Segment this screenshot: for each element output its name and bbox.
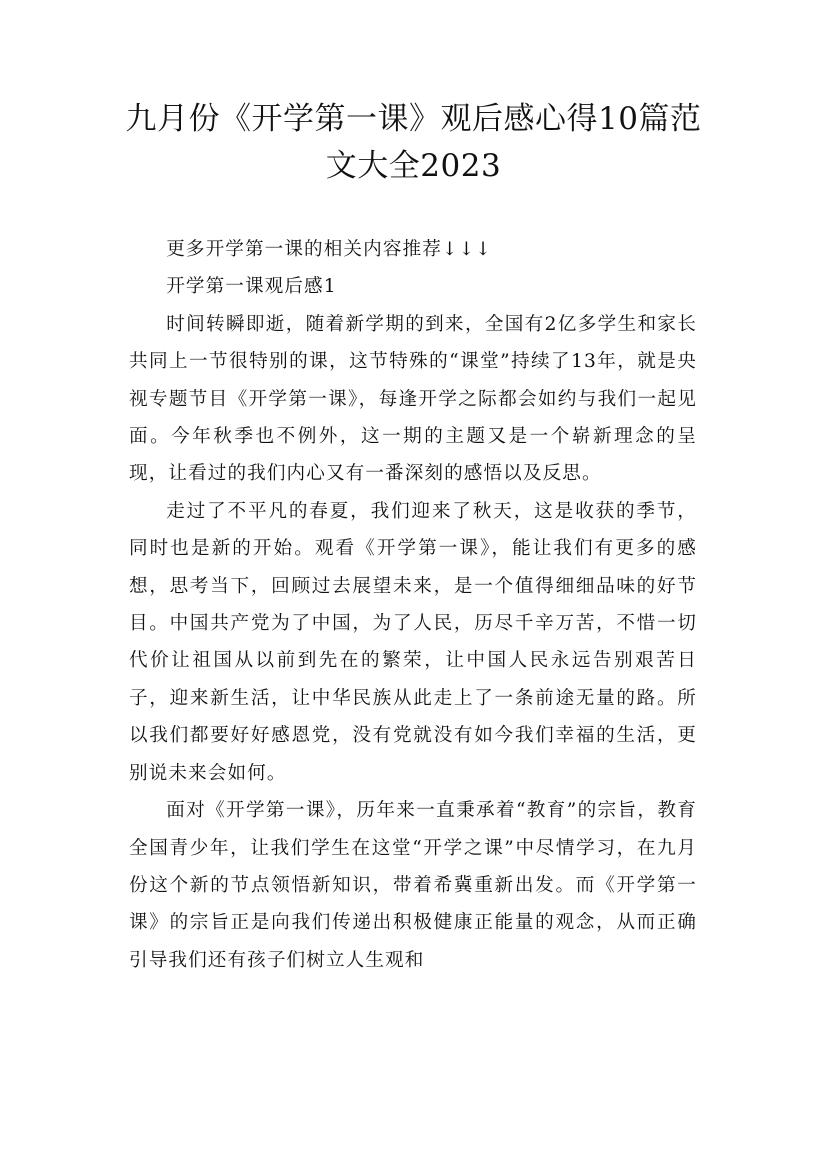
title-line-2: 文大全2023 [325,148,502,184]
title-line-1: 九月份《开学第一课》观后感心得10篇范 [125,101,702,137]
recommendation-line: 更多开学第一课的相关内容推荐↓↓↓ [166,239,492,260]
document-body [129,231,697,979]
paragraph-3: 面对《开学第一课》，历年来一直秉承着“教育”的宗旨，教育全国青少年，让我们学生在这堂“开学之课”中尽情学习，在九月份这个新的节点领悟新知识，带着希冀重新出发。而《开学第一课》的宗旨正是向我们传递出积极健康正能量的观念，从而正确引导我们还有孩子们树立人生观和 [129,800,697,971]
paragraph-2: 走过了不平凡的春夏，我们迎来了秋天，这是收获的季节，同时也是新的开始。观看《开学第一课》，能让我们有更多的感想，思考当下，回顾过去展望未来，是一个值得细细品味的好节目。中国共产党为了中国，为了人民，历尽千辛万苦，不惜一切代价让祖国从以前到先在的繁荣，让中国人民永远告别艰苦日子，迎来新生活，让中华民族从此走上了一条前途无量的路。所以我们都要好好感恩党，没有党就没有如今我们幸福的生活，更别说未来会如何。 [129,500,697,784]
document-title [90,96,737,190]
section-heading: 开学第一课观后感1 [166,276,337,298]
paragraph-1: 时间转瞬即逝，随着新学期的到来，全国有2亿多学生和家长共同上一节很特别的课，这节特殊的“课堂”持续了13年，就是央视专题节目《开学第一课》，每逢开学之际都会如约与我们一起见面。今年秋季也不例外，这一期的主题又是一个崭新理念的呈现，让看过的我们内心又有一番深刻的感悟以及反思。 [129,313,697,485]
